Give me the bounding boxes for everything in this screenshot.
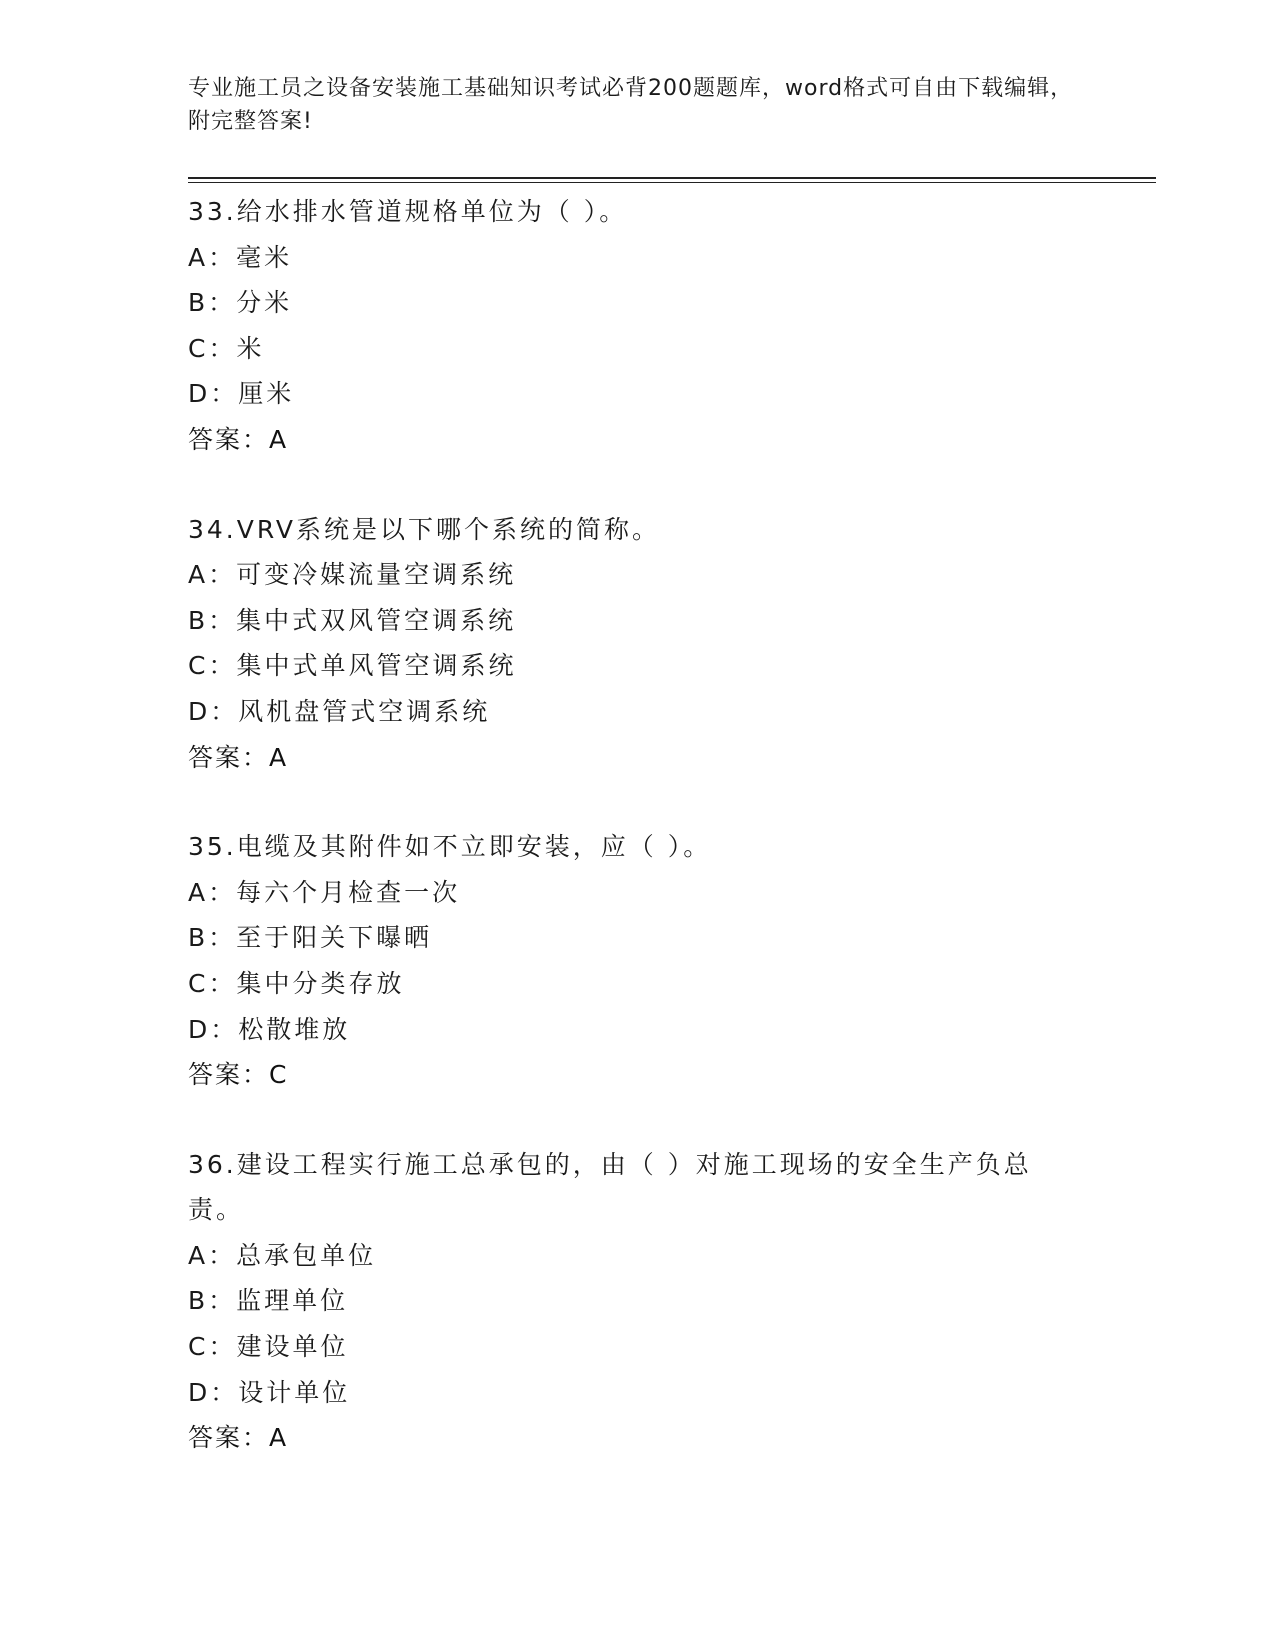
answer-line: 答案：A [188, 1423, 289, 1453]
question-stem: 34.VRV系统是以下哪个系统的简称。 [188, 514, 660, 544]
answer-line: 答案：A [188, 742, 289, 772]
option-d: D：松散堆放 [188, 1014, 351, 1044]
question-stem: 36.建设工程实行施工总承包的，由（ ）对施工现场的安全生产负总责。 [188, 1149, 1032, 1225]
document-header: 专业施工员之设备安装施工基础知识考试必背200题题库，word格式可自由下载编辑，附完整答案! [188, 76, 1074, 134]
question-35 [188, 824, 1088, 1098]
option-d: D：厘米 [188, 379, 295, 409]
option-b: B：分米 [188, 288, 293, 318]
option-c: C：建设单位 [188, 1332, 349, 1362]
option-a: A：每六个月检查一次 [188, 877, 461, 907]
option-c: C：米 [188, 333, 265, 363]
question-stem: 33.给水排水管道规格单位为（ ）。 [188, 197, 628, 226]
question-34 [188, 507, 1088, 781]
answer-line: 答案：A [188, 424, 289, 454]
question-stem: 35.电缆及其附件如不立即安装，应（ ）。 [188, 832, 712, 862]
header-divider-thin [188, 182, 1156, 183]
option-b: B：集中式双风管空调系统 [188, 605, 517, 635]
option-c: C：集中分类存放 [188, 968, 405, 998]
option-b: B：至于阳关下曝晒 [188, 923, 433, 953]
question-33 [188, 189, 1088, 463]
option-a: A：毫米 [188, 242, 293, 272]
question-list [188, 189, 1088, 1505]
option-a: A：总承包单位 [188, 1240, 377, 1270]
option-c: C：集中式单风管空调系统 [188, 651, 517, 681]
option-b: B：监理单位 [188, 1286, 349, 1316]
header-divider [188, 177, 1156, 179]
option-d: D：设计单位 [188, 1377, 351, 1407]
answer-line: 答案：C [188, 1060, 289, 1090]
option-d: D：风机盘管式空调系统 [188, 696, 491, 726]
option-a: A：可变冷媒流量空调系统 [188, 560, 517, 590]
question-36 [188, 1142, 1088, 1461]
